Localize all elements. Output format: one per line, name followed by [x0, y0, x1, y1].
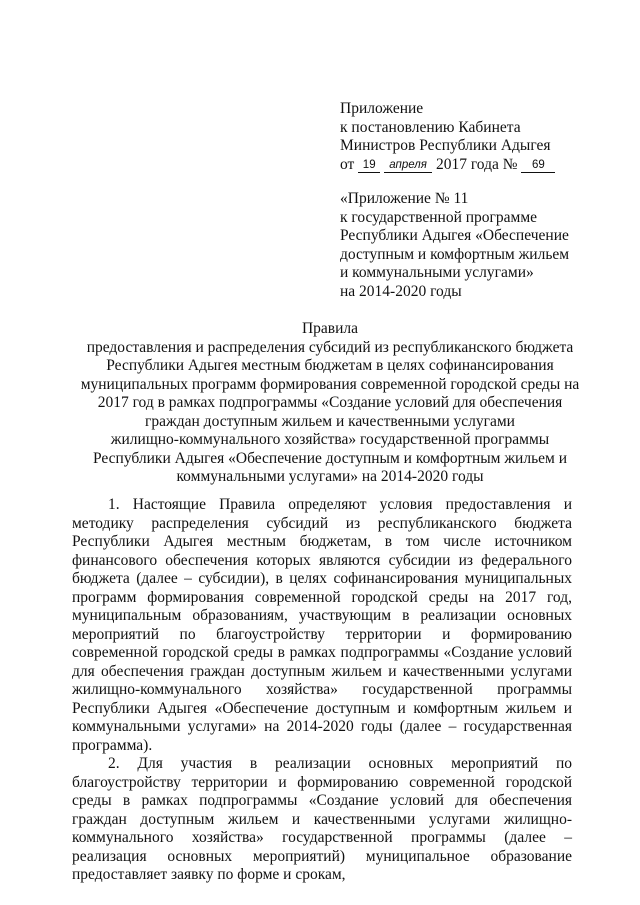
prev-appendix-line-3: Республики Адыгея «Обеспечение: [340, 227, 569, 244]
rules-title-block: [60, 320, 600, 487]
paragraph-2: 2. Для участия в реализации основных мероприятий по благоустройству территории и формированию современной городской среды в рамках подпрограммы «Создание условий для обеспечения граждан доступным жильем и качественными услугами жилищно-коммунального хозяйства» государственной программы (далее – реализация основных мероприятий) муниципальное образование предоставляет заявку по форме и срокам,: [72, 755, 572, 883]
appendix-date-line: [340, 156, 620, 175]
document-number-handwritten: 69: [521, 158, 555, 173]
paragraph-1: 1. Настоящие Правила определяют условия предоставления и методику распределения субсидий из республиканского бюджета Республики Адыгея местным бюджетам, в том числе источником финансового обеспечения которых являются субсидии из федерального бюджета (далее – субсидии), в целях софинансирования муниципальных программ формирования современной городской среды на 2017 год, муниципальным образованиям, участвующим в реализации основных мероприятий по благоустройству территории и формированию современной городской среды в рамках подпрограммы «Создание условий для обеспечения граждан доступным жильем и качественными услугами жилищно-коммунального хозяйства» государственной программы Республики Адыгея «Обеспечение доступным и комфортным жильем и коммунальными услугами» на 2014-2020 годы (далее – государственная программа).: [72, 496, 572, 754]
title-line: граждан доступным жильем и качественными услугами: [145, 412, 515, 430]
title-line: Республики Адыгея «Обеспечение доступным и комфортным жильем и: [93, 449, 567, 467]
title-line: муниципальных программ формирования современной городской среды на: [80, 375, 580, 393]
appendix-resolution-line: к постановлению Кабинета: [340, 118, 521, 136]
prev-appendix-line-5: и коммунальными услугами»: [340, 264, 534, 281]
appendix-label: Приложение: [340, 100, 424, 117]
title-line: 2017 год в рамках подпрограммы «Создание условий для обеспечения: [97, 394, 563, 411]
appendix-spacer: [340, 174, 620, 190]
rules-body: [72, 496, 572, 885]
date-day-handwritten: 19: [358, 158, 380, 173]
title-line: предоставления и распределения субсидий из республиканского бюджета: [86, 338, 574, 356]
rules-heading: Правила: [301, 320, 359, 337]
title-line: Республики Адыгея местным бюджетам в целях софинансирования: [106, 357, 554, 374]
date-month-handwritten: апреля: [384, 158, 432, 173]
prev-appendix-line-6: на 2014-2020 годы: [340, 282, 462, 300]
prev-appendix-line-4: доступным и комфортным жильем: [340, 245, 570, 263]
prev-appendix-label: «Приложение № 11: [340, 190, 469, 207]
date-prefix: от: [340, 155, 355, 173]
title-line: жилищно-коммунального хозяйства» государственной программы: [110, 431, 550, 448]
appendix-cabinet-line: Министров Республики Адыгея: [340, 137, 551, 154]
prev-appendix-line-2: к государственной программе: [340, 208, 538, 226]
appendix-block: [340, 100, 620, 301]
title-line: коммунальными услугами» на 2014-2020 годы: [176, 468, 484, 485]
date-year-label: 2017 года №: [435, 155, 518, 173]
